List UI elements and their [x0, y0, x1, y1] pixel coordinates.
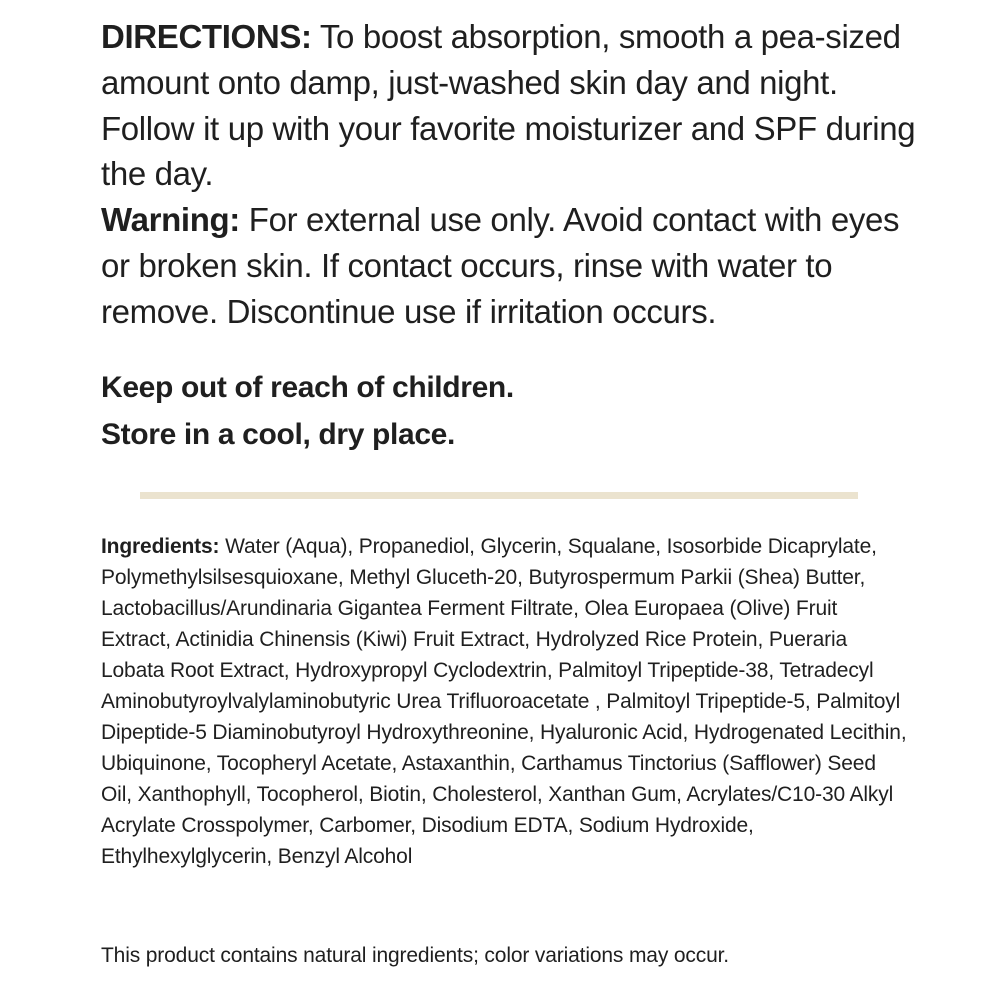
directions-label: DIRECTIONS: [101, 18, 312, 55]
warning-text: For external use only. Avoid contact with eyes or broken skin. If contact occurs, rinse with water to remove. Discontinue use if irritation occurs. [101, 201, 900, 330]
section-divider [140, 492, 858, 499]
storage-text: Store in a cool, dry place. [101, 418, 455, 451]
ingredients-list: Water (Aqua), Propanediol, Glycerin, Squalane, Isosorbide Dicaprylate, Polymethylsilsesquioxane, Methyl Gluceth-20, Butyrospermum Parkii (Shea) Butter, Lactobacillus/Arundinaria Gigantea Ferment Filtrate, Olea Europaea (Olive) Fruit Extract, Actinidia Chinensis (Kiwi) Fruit Extract, Hydrolyzed Rice Protein, Pueraria Lobata Root Extract, Hydroxypropyl Cyclodextrin, Palmitoyl Tripeptide-38, Tetradecyl Aminobutyroylvalylaminobutyric Urea Trifluoroacetate , Palmitoyl Tripeptide-5, Palmitoyl Dipeptide-5 Diaminobutyroyl Hydroxythreonine, Hyaluronic Acid, Hydrogenated Lecithin, Ubiquinone, Tocopheryl Acetate, Astaxanthin, Carthamus Tinctorius (Safflower) Seed Oil, Xanthophyll, Tocopherol, Biotin, Cholesterol, Xanthan Gum, Acrylates/C10-30 Alkyl Acrylate Crosspolymer, Carbomer, Disodium EDTA, Sodium Hydroxide, Ethylhexylglycerin, Benzyl Alcohol [101, 535, 907, 868]
ingredients-section [101, 531, 909, 872]
directions-paragraph [101, 14, 921, 197]
ingredients-label: Ingredients: [101, 535, 220, 558]
storage-section [101, 364, 921, 458]
warning-paragraph [101, 197, 921, 334]
directions-section [101, 14, 921, 335]
directions-text: To boost absorption, smooth a pea-sized amount onto damp, just-washed skin day and night. Follow it up with your favorite moisturizer and SPF during the day. [101, 18, 916, 193]
natural-ingredients-notice: This product contains natural ingredients; color variations may occur. [101, 944, 729, 967]
warning-label: Warning: [101, 201, 240, 239]
keep-away-text: Keep out of reach of children. [101, 371, 514, 404]
